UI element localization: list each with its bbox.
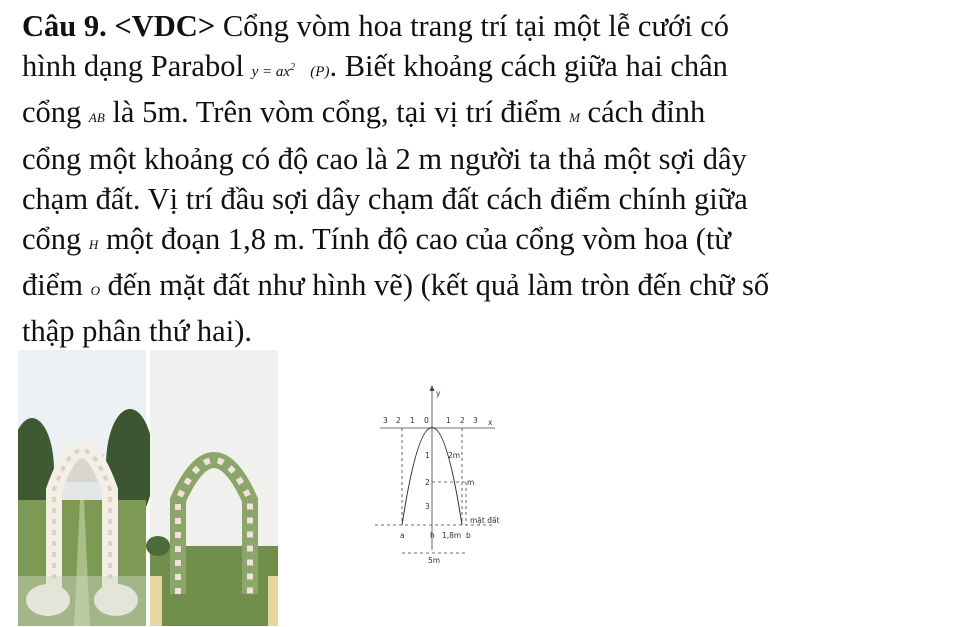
eq-p-label: (P) [310, 64, 330, 81]
arch-photo-right [146, 350, 278, 626]
problem-line-7 [22, 265, 958, 311]
x-axis-label: x [488, 418, 493, 427]
problem-text-6a: cổng [22, 222, 89, 257]
question-label: Câu 9. [22, 9, 107, 43]
eq-y: y [251, 64, 259, 81]
y-axis-arrow [430, 385, 435, 391]
problem-line-3 [22, 92, 958, 138]
arch-photo-left [18, 350, 154, 626]
x-tick-2: 2 [396, 416, 401, 425]
problem-line-2 [22, 46, 958, 92]
parabola-diagram [370, 385, 500, 575]
problem-text-7a: điểm [22, 268, 91, 303]
eq-equals: = [258, 64, 276, 81]
problem-text-3b: là 5m. Trên vòm cổng, tại vị trí điểm [104, 95, 570, 130]
label-5m: 5m [428, 556, 441, 565]
y-axis-label: y [436, 389, 441, 398]
problem-text-2a: hình dạng Parabol [22, 49, 252, 84]
label-a: a [400, 531, 405, 540]
difficulty-tag: <VDC> [114, 9, 216, 43]
y-tick-1: 1 [425, 451, 430, 460]
label-18m: 1,8m [442, 531, 462, 540]
x-tick-3: 1 [410, 416, 415, 425]
math-o: O [90, 283, 101, 299]
problem-text-3c: cách đỉnh [579, 95, 706, 130]
label-ground: mặt đất [470, 516, 500, 525]
wedding-arch-photos [18, 350, 278, 626]
problem-text-2b: . Biết khoảng cách giữa hai chân [329, 49, 728, 84]
eq-exponent: 2 [290, 62, 296, 74]
problem-line-1 [22, 6, 958, 46]
problem-text-7b: đến mặt đất như hình vẽ) (kết quả làm tròn đến chữ số [100, 268, 770, 303]
x-tick-6: 2 [460, 416, 465, 425]
x-tick-5: 1 [446, 416, 451, 425]
label-m: m [467, 478, 475, 487]
math-ab: AB [88, 110, 105, 126]
math-m: M [569, 110, 580, 126]
equation [252, 64, 295, 80]
x-tick-7: 3 [473, 416, 478, 425]
problem-text-1: Cổng vòm hoa trang trí tại một lễ cưới có [215, 9, 729, 43]
problem-line-4: cổng một khoảng có độ cao là 2 m người ta thả một sợi dây [22, 141, 747, 176]
problem-text-6b: một đoạn 1,8 m. Tính độ cao của cổng vòm hoa (từ [98, 222, 731, 257]
problem-text [22, 6, 958, 352]
problem-line-8: thập phân thứ hai). [22, 314, 252, 349]
y-tick-2: 2 [425, 478, 430, 487]
label-2m: 2m [448, 451, 461, 460]
problem-text-3a: cổng [22, 95, 89, 130]
problem-line-6 [22, 219, 958, 265]
math-h: H [88, 237, 99, 253]
label-b: b [466, 531, 471, 540]
label-h: h [430, 531, 435, 540]
y-tick-3: 3 [425, 502, 430, 511]
problem-line-5: chạm đất. Vị trí đầu sợi dây chạm đất cách điểm chính giữa [22, 181, 748, 216]
x-tick-4: 0 [424, 416, 429, 425]
x-tick-1: 3 [383, 416, 388, 425]
eq-ax: ax [275, 64, 291, 81]
